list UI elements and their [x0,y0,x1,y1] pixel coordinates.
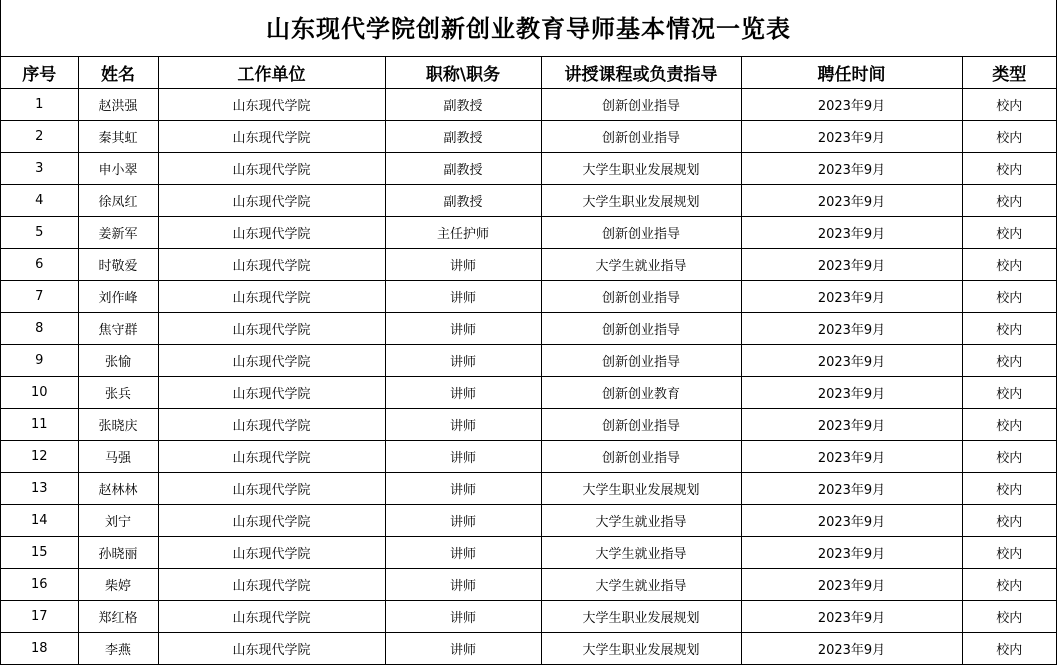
table-row [1,313,1056,345]
cell-course[interactable]: 创新创业教育 [541,377,741,409]
cell-hire-date[interactable]: 2023年9月 [741,217,962,249]
cell-course[interactable]: 大学生职业发展规划 [541,601,741,633]
cell-course[interactable]: 创新创业指导 [541,89,741,121]
cell-hire-date[interactable]: 2023年9月 [741,377,962,409]
cell-employer[interactable]: 山东现代学院 [158,569,385,601]
cell-course[interactable]: 大学生就业指导 [541,569,741,601]
cell-hire-date[interactable]: 2023年9月 [741,505,962,537]
cell-title[interactable]: 副教授 [385,89,541,121]
cell-type[interactable]: 校内 [962,217,1056,249]
cell-title[interactable]: 讲师 [385,409,541,441]
cell-course[interactable]: 创新创业指导 [541,121,741,153]
cell-title[interactable]: 讲师 [385,473,541,505]
cell-title[interactable]: 讲师 [385,441,541,473]
cell-hire-date[interactable]: 2023年9月 [741,121,962,153]
table-row [1,345,1056,377]
cell-title[interactable]: 讲师 [385,249,541,281]
cell-employer[interactable]: 山东现代学院 [158,217,385,249]
column-header-title[interactable]: 职称\职务 [385,57,541,89]
cell-title[interactable]: 副教授 [385,153,541,185]
cell-title[interactable]: 讲师 [385,313,541,345]
cell-employer[interactable]: 山东现代学院 [158,281,385,313]
cell-title[interactable]: 讲师 [385,505,541,537]
cell-type[interactable]: 校内 [962,633,1056,665]
header-row [1,57,1056,89]
cell-hire-date[interactable]: 2023年9月 [741,409,962,441]
cell-course[interactable]: 创新创业指导 [541,441,741,473]
cell-employer[interactable]: 山东现代学院 [158,537,385,569]
cell-hire-date[interactable]: 2023年9月 [741,473,962,505]
cell-title[interactable]: 副教授 [385,185,541,217]
cell-name[interactable]: 赵洪强 [78,89,158,121]
table-row [1,441,1056,473]
cell-employer[interactable]: 山东现代学院 [158,473,385,505]
cell-course[interactable]: 创新创业指导 [541,217,741,249]
column-header-index[interactable]: 序号 [1,57,78,89]
cell-type[interactable]: 校内 [962,153,1056,185]
cell-type[interactable]: 校内 [962,89,1056,121]
cell-index[interactable]: 2 [1,121,78,153]
cell-index[interactable]: 11 [1,409,78,441]
table-row [1,537,1056,569]
cell-employer[interactable]: 山东现代学院 [158,441,385,473]
cell-index[interactable]: 4 [1,185,78,217]
table-row [1,185,1056,217]
cell-course[interactable]: 大学生职业发展规划 [541,153,741,185]
cell-type[interactable]: 校内 [962,121,1056,153]
cell-title[interactable]: 讲师 [385,633,541,665]
cell-course[interactable]: 大学生职业发展规划 [541,633,741,665]
table-row [1,377,1056,409]
cell-type[interactable]: 校内 [962,377,1056,409]
cell-name[interactable]: 张兵 [78,377,158,409]
cell-index[interactable]: 1 [1,89,78,121]
cell-type[interactable]: 校内 [962,345,1056,377]
cell-name[interactable]: 姜新军 [78,217,158,249]
cell-type[interactable]: 校内 [962,313,1056,345]
mentor-table [1,57,1056,665]
table-row [1,409,1056,441]
cell-index[interactable]: 17 [1,601,78,633]
table-row [1,121,1056,153]
cell-employer[interactable]: 山东现代学院 [158,313,385,345]
cell-title[interactable]: 主任护师 [385,217,541,249]
table-row [1,505,1056,537]
table-row [1,601,1056,633]
cell-title[interactable]: 讲师 [385,281,541,313]
cell-index[interactable]: 5 [1,217,78,249]
cell-name[interactable]: 郑红格 [78,601,158,633]
cell-employer[interactable]: 山东现代学院 [158,633,385,665]
cell-course[interactable]: 创新创业指导 [541,409,741,441]
cell-type[interactable]: 校内 [962,601,1056,633]
cell-employer[interactable]: 山东现代学院 [158,409,385,441]
cell-index[interactable]: 9 [1,345,78,377]
table-title: 山东现代学院创新创业教育导师基本情况一览表 [1,0,1056,57]
cell-index[interactable]: 10 [1,377,78,409]
cell-employer[interactable]: 山东现代学院 [158,601,385,633]
cell-name[interactable]: 孙晓丽 [78,537,158,569]
table-row [1,633,1056,665]
cell-name[interactable]: 刘作峰 [78,281,158,313]
table-row [1,249,1056,281]
cell-name[interactable]: 赵林林 [78,473,158,505]
cell-index[interactable]: 14 [1,505,78,537]
cell-hire-date[interactable]: 2023年9月 [741,569,962,601]
cell-index[interactable]: 3 [1,153,78,185]
cell-index[interactable]: 18 [1,633,78,665]
cell-hire-date[interactable]: 2023年9月 [741,185,962,217]
cell-type[interactable]: 校内 [962,281,1056,313]
table-row [1,153,1056,185]
cell-hire-date[interactable]: 2023年9月 [741,313,962,345]
cell-hire-date[interactable]: 2023年9月 [741,89,962,121]
cell-name[interactable]: 焦守群 [78,313,158,345]
cell-name[interactable]: 时敬爱 [78,249,158,281]
cell-employer[interactable]: 山东现代学院 [158,345,385,377]
cell-type[interactable]: 校内 [962,185,1056,217]
table-row [1,89,1056,121]
cell-title[interactable]: 讲师 [385,601,541,633]
cell-hire-date[interactable]: 2023年9月 [741,633,962,665]
cell-name[interactable]: 张晓庆 [78,409,158,441]
cell-course[interactable]: 大学生就业指导 [541,537,741,569]
cell-employer[interactable]: 山东现代学院 [158,153,385,185]
cell-type[interactable]: 校内 [962,505,1056,537]
column-header-course[interactable]: 讲授课程或负责指导 [541,57,741,89]
cell-name[interactable]: 马强 [78,441,158,473]
table-row [1,281,1056,313]
cell-employer[interactable]: 山东现代学院 [158,377,385,409]
table-row [1,217,1056,249]
cell-employer[interactable]: 山东现代学院 [158,121,385,153]
cell-type[interactable]: 校内 [962,473,1056,505]
cell-hire-date[interactable]: 2023年9月 [741,249,962,281]
cell-type[interactable]: 校内 [962,409,1056,441]
cell-course[interactable]: 创新创业指导 [541,345,741,377]
table-row [1,473,1056,505]
cell-name[interactable]: 徐凤红 [78,185,158,217]
table-body [1,89,1056,665]
cell-course[interactable]: 大学生职业发展规划 [541,473,741,505]
cell-name[interactable]: 申小翠 [78,153,158,185]
cell-course[interactable]: 创新创业指导 [541,281,741,313]
cell-hire-date[interactable]: 2023年9月 [741,537,962,569]
cell-name[interactable]: 柴婷 [78,569,158,601]
column-header-name[interactable]: 姓名 [78,57,158,89]
cell-type[interactable]: 校内 [962,569,1056,601]
cell-hire-date[interactable]: 2023年9月 [741,153,962,185]
cell-name[interactable]: 张愉 [78,345,158,377]
cell-course[interactable]: 大学生职业发展规划 [541,185,741,217]
cell-index[interactable]: 12 [1,441,78,473]
cell-title[interactable]: 讲师 [385,345,541,377]
cell-employer[interactable]: 山东现代学院 [158,505,385,537]
cell-title[interactable]: 讲师 [385,569,541,601]
cell-employer[interactable]: 山东现代学院 [158,249,385,281]
cell-course[interactable]: 大学生就业指导 [541,505,741,537]
cell-employer[interactable]: 山东现代学院 [158,185,385,217]
cell-index[interactable]: 13 [1,473,78,505]
cell-index[interactable]: 6 [1,249,78,281]
cell-hire-date[interactable]: 2023年9月 [741,601,962,633]
cell-name[interactable]: 秦其虹 [78,121,158,153]
cell-index[interactable]: 16 [1,569,78,601]
cell-index[interactable]: 8 [1,313,78,345]
cell-hire-date[interactable]: 2023年9月 [741,281,962,313]
cell-employer[interactable]: 山东现代学院 [158,89,385,121]
column-header-employer[interactable]: 工作单位 [158,57,385,89]
cell-type[interactable]: 校内 [962,537,1056,569]
cell-hire-date[interactable]: 2023年9月 [741,441,962,473]
cell-course[interactable]: 大学生就业指导 [541,249,741,281]
cell-course[interactable]: 创新创业指导 [541,313,741,345]
cell-name[interactable]: 李燕 [78,633,158,665]
cell-title[interactable]: 讲师 [385,377,541,409]
cell-name[interactable]: 刘宁 [78,505,158,537]
column-header-hire-date[interactable]: 聘任时间 [741,57,962,89]
column-header-type[interactable]: 类型 [962,57,1056,89]
table-row [1,569,1056,601]
cell-hire-date[interactable]: 2023年9月 [741,345,962,377]
cell-type[interactable]: 校内 [962,441,1056,473]
cell-title[interactable]: 讲师 [385,537,541,569]
cell-type[interactable]: 校内 [962,249,1056,281]
cell-index[interactable]: 15 [1,537,78,569]
cell-title[interactable]: 副教授 [385,121,541,153]
cell-index[interactable]: 7 [1,281,78,313]
